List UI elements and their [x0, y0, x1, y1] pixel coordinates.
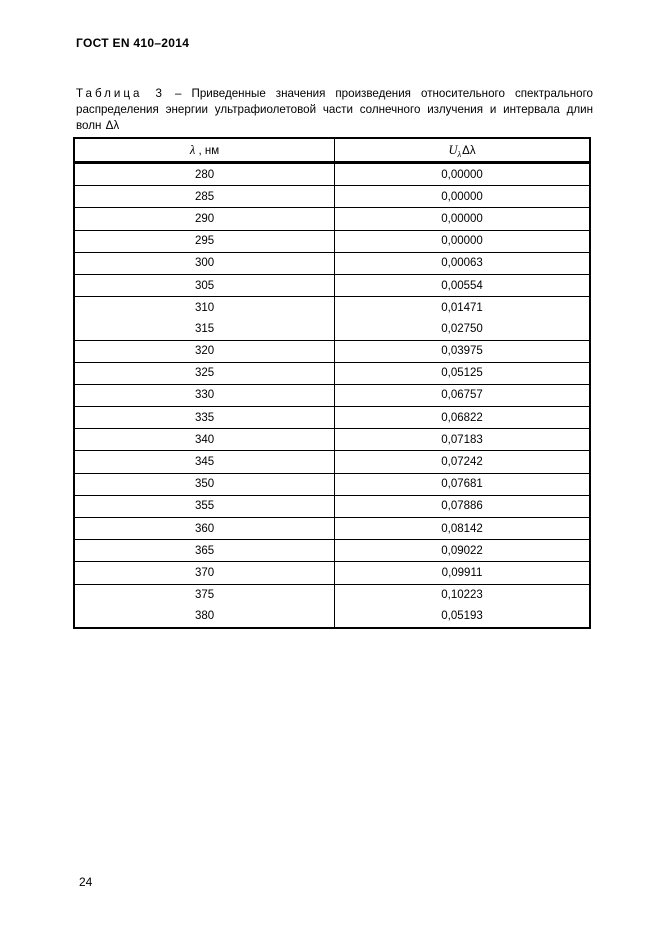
wavelength-cell: 295	[74, 230, 335, 252]
table-row	[74, 318, 590, 340]
value-cell: 0,07886	[335, 495, 590, 517]
table-row	[74, 362, 590, 384]
table-row	[74, 407, 590, 429]
value-cell: 0,08142	[335, 518, 590, 540]
wavelength-cell: 280	[74, 163, 335, 186]
value-cell: 0,03975	[335, 340, 590, 362]
document-title: ГОСТ EN 410–2014	[76, 36, 190, 50]
table-row	[74, 297, 590, 319]
value-cell: 0,07681	[335, 473, 590, 495]
wavelength-cell: 360	[74, 518, 335, 540]
table-row	[74, 540, 590, 562]
table-header-row	[74, 138, 590, 163]
wavelength-cell: 345	[74, 451, 335, 473]
table-row	[74, 186, 590, 208]
table-row	[74, 208, 590, 230]
delta-lambda-symbol: Δλ	[462, 144, 476, 157]
table-caption	[76, 86, 593, 135]
wavelength-unit-label: , нм	[195, 144, 220, 157]
table-caption-text: Приведенные значения произведения относительного спектрального распределения энергии ультрафиолетовой части солнечного излучения и интервала длин волн Δλ	[76, 86, 593, 133]
page-number: 24	[79, 875, 93, 889]
value-cell: 0,05193	[441, 610, 483, 623]
wavelength-cell: 300	[74, 252, 335, 274]
wavelength-cell: 370	[74, 562, 335, 584]
value-cell: 0,02750	[335, 318, 590, 340]
value-cell: 0,00000	[335, 186, 590, 208]
u-symbol: U	[448, 142, 458, 157]
col-header-wavelength	[74, 138, 335, 163]
value-cell: 0,05125	[335, 362, 590, 384]
wavelength-cell: 350	[74, 473, 335, 495]
table-header	[74, 138, 590, 163]
table-row	[74, 252, 590, 274]
value-cell: 0,00000	[335, 230, 590, 252]
wavelength-cell: 330	[74, 384, 335, 406]
value-cell: 0,00063	[335, 252, 590, 274]
wavelength-cell: 380	[74, 606, 335, 628]
table-row	[74, 473, 590, 495]
table-row	[74, 384, 590, 406]
table-caption-label: Таблица 3	[76, 86, 165, 100]
wavelength-cell: 310	[74, 297, 335, 319]
wavelength-cell: 325	[74, 362, 335, 384]
wavelength-cell: 355	[74, 495, 335, 517]
value-cell: 0,09911	[335, 562, 590, 584]
value-cell: 0,07242	[335, 451, 590, 473]
wavelength-cell: 315	[74, 318, 335, 340]
value-cell: 0,01471	[441, 301, 483, 314]
table-row	[74, 429, 590, 451]
wavelength-cell: 290	[74, 208, 335, 230]
table-row	[74, 518, 590, 540]
value-cell: 0,06757	[335, 384, 590, 406]
wavelength-cell: 365	[74, 540, 335, 562]
table-row	[74, 584, 590, 606]
wavelength-cell: 375	[74, 584, 335, 606]
col-header-uv-product	[335, 138, 590, 163]
lambda-symbol: λ	[189, 142, 196, 157]
value-cell: 0,00000	[335, 208, 590, 230]
table-row	[74, 562, 590, 584]
value-cell: 0,10223	[441, 589, 483, 602]
wavelength-cell: 320	[74, 340, 335, 362]
table-row	[74, 163, 590, 186]
table-row	[74, 230, 590, 252]
table-row	[74, 606, 590, 628]
value-cell: 0,07183	[335, 429, 590, 451]
u-subscript-lambda: λ	[457, 148, 462, 159]
wavelength-cell: 340	[74, 429, 335, 451]
value-cell: 0,09022	[335, 540, 590, 562]
table-row	[74, 451, 590, 473]
value-cell: 0,00000	[335, 163, 590, 186]
table-row	[74, 340, 590, 362]
value-cell: 0,06822	[335, 407, 590, 429]
table-row	[74, 274, 590, 296]
wavelength-cell: 285	[74, 186, 335, 208]
table-row	[74, 495, 590, 517]
value-cell: 0,00554	[335, 274, 590, 296]
table-caption-separator: –	[164, 86, 192, 100]
uv-spectral-table	[73, 137, 591, 629]
table-body	[74, 163, 590, 628]
wavelength-cell: 335	[74, 407, 335, 429]
wavelength-cell: 305	[74, 274, 335, 296]
